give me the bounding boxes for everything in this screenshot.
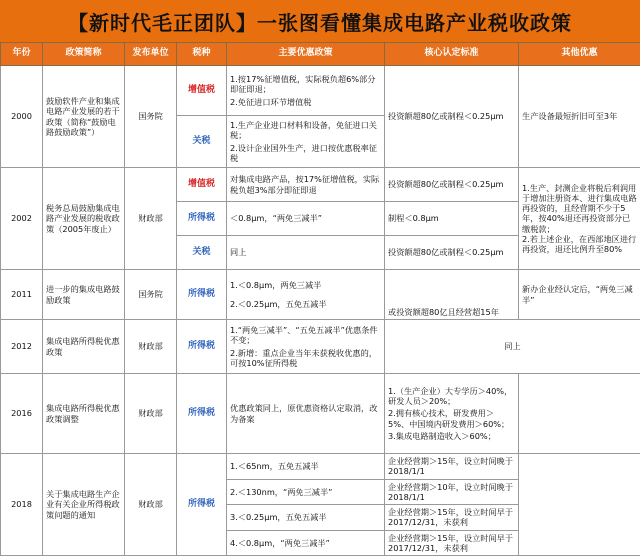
header-tax: 税种 [177,43,227,66]
benefit-cell: ＜0.8μm，“两免三减半” [227,202,385,236]
other-benefit-cell: 新办企业经认定后，“两免三减半” [519,270,640,320]
header-other: 其他优惠 [519,43,640,66]
header-policy-name: 政策简称 [43,43,125,66]
benefit-item: 1.＜0.8μm，两免三减半 [230,280,322,291]
header-criteria: 核心认定标准 [385,43,519,66]
tax-type-cell: 所得税 [177,454,227,556]
benefit-cell: 1.＜65nm，五免五减半 [227,454,385,480]
criteria-cell: 企业经营期＞15年，设立时间早于2017/12/31，未获利 [385,530,519,556]
issuer-cell: 财政部 [125,374,177,454]
table-row [1,374,640,454]
year-cell: 2002 [1,168,43,270]
tax-type-cell: 增值税 [177,66,227,116]
table-row [1,168,640,202]
year-cell: 2011 [1,270,43,320]
issuer-cell: 国务院 [125,66,177,168]
benefit-item: 2.免征进口环节增值税 [230,96,312,107]
benefit-item: 2.设计企业国外生产，进口按优惠税率征税 [230,142,377,163]
criteria-cell: 制程＜0.8μm [385,202,519,236]
header-issuer: 发布单位 [125,43,177,66]
benefit-cell: 4.＜0.8μm，“两免三减半” [227,530,385,556]
policy-name-cell: 集成电路所得税优惠政策 [43,320,125,374]
benefit-cell: 3.＜0.25μm，五免五减半 [227,505,385,531]
policy-table [0,42,640,556]
benefit-item: 2.＜0.25μm，五免五减半 [230,298,327,309]
criteria-cell: 或投资额超80亿且经营超15年 [385,270,519,320]
table-header-row [1,43,640,66]
issuer-cell: 财政部 [125,454,177,556]
benefit-cell: 优惠政策同上，原优惠资格认定取消，改为备案 [227,374,385,454]
policy-name-cell: 鼓励软件产业和集成电路产业发展的若干政策（简称“鼓励电路鼓励政策”） [43,66,125,168]
criteria-cell: 同上 [385,320,640,374]
year-cell: 2012 [1,320,43,374]
year-cell: 2016 [1,374,43,454]
table-row [1,270,640,320]
benefit-cell [227,116,385,168]
criteria-cell: 投资额超80亿或制程＜0.25μm [385,66,519,168]
tax-type-cell: 所得税 [177,202,227,236]
policy-name-cell: 集成电路所得税优惠政策调整 [43,374,125,454]
benefit-cell: 对集成电路产品，按17%征增值税，实际税负超3%部分即征即退 [227,168,385,202]
benefit-cell [227,320,385,374]
issuer-cell: 财政部 [125,168,177,270]
benefit-cell [227,270,385,320]
policy-name-cell: 进一步的集成电路鼓励政策 [43,270,125,320]
table-row [1,66,640,116]
other-benefit-cell [519,454,640,556]
criteria-item: 3.集成电路制造收入＞60%； [388,430,496,441]
criteria-cell: 企业经营期＞10年，设立时间晚于2018/1/1 [385,479,519,505]
issuer-cell: 财政部 [125,320,177,374]
criteria-cell: 企业经营期＞15年，设立时间晚于2018/1/1 [385,454,519,480]
criteria-cell: 投资额超80亿或制程＜0.25μm [385,236,519,270]
criteria-cell: 投资额超80亿或制程＜0.25μm [385,168,519,202]
year-cell: 2018 [1,454,43,556]
benefit-cell: 2.＜130nm，“两免三减半” [227,479,385,505]
header-benefit: 主要优惠政策 [227,43,385,66]
benefit-item: 1.按17%征增值税，实际税负超6%部分即征即退； [230,74,376,95]
table-row [1,320,640,374]
criteria-cell [385,374,519,454]
table-row [1,454,640,480]
other-benefit-cell [519,374,640,454]
other-benefit-cell: 生产设备最短折旧可至3年 [519,66,640,168]
policy-name-cell: 税务总局鼓励集成电路产业发展的税收政策（2005年废止） [43,168,125,270]
header-year: 年份 [1,43,43,66]
tax-type-cell: 所得税 [177,270,227,320]
criteria-cell: 企业经营期＞15年，设立时间早于2017/12/31，未获利 [385,505,519,531]
other-benefit-cell: 1.生产、封测企业将税后利润用于增加注册资本、进行集成电路再投资的，且经营期不少于5年，按40%退还再投资部分已缴税款； 2.若上述企业，在西部地区进行再投资，退还比例升至80% [519,168,640,270]
tax-type-cell: 增值税 [177,168,227,202]
benefit-item: 1.“两免三减半”、“五免五减半”优惠条件不变； [230,325,378,346]
benefit-item: 1.生产企业进口材料和设备，免征进口关税； [230,120,377,141]
tax-type-cell: 所得税 [177,320,227,374]
criteria-item: 2.拥有核心技术，研发费用＞5%、中国境内研发费用＞60%； [388,408,510,429]
criteria-item: 1.（生产企业）大专学历＞40%，研发人员＞20%； [388,385,513,407]
tax-type-cell: 所得税 [177,374,227,454]
tax-type-cell: 关税 [177,236,227,270]
year-cell: 2000 [1,66,43,168]
benefit-cell: 同上 [227,236,385,270]
issuer-cell: 国务院 [125,270,177,320]
page-title: 【新时代毛正团队】一张图看懂集成电路产业税收政策 [0,0,640,42]
benefit-item: 2.新增：重点企业当年未获税收优惠的，可按10%征所得税 [230,347,377,368]
benefit-cell [227,66,385,116]
tax-type-cell: 关税 [177,116,227,168]
policy-name-cell: 关于集成电路生产企业有关企业所得税政策问题的通知 [43,454,125,556]
